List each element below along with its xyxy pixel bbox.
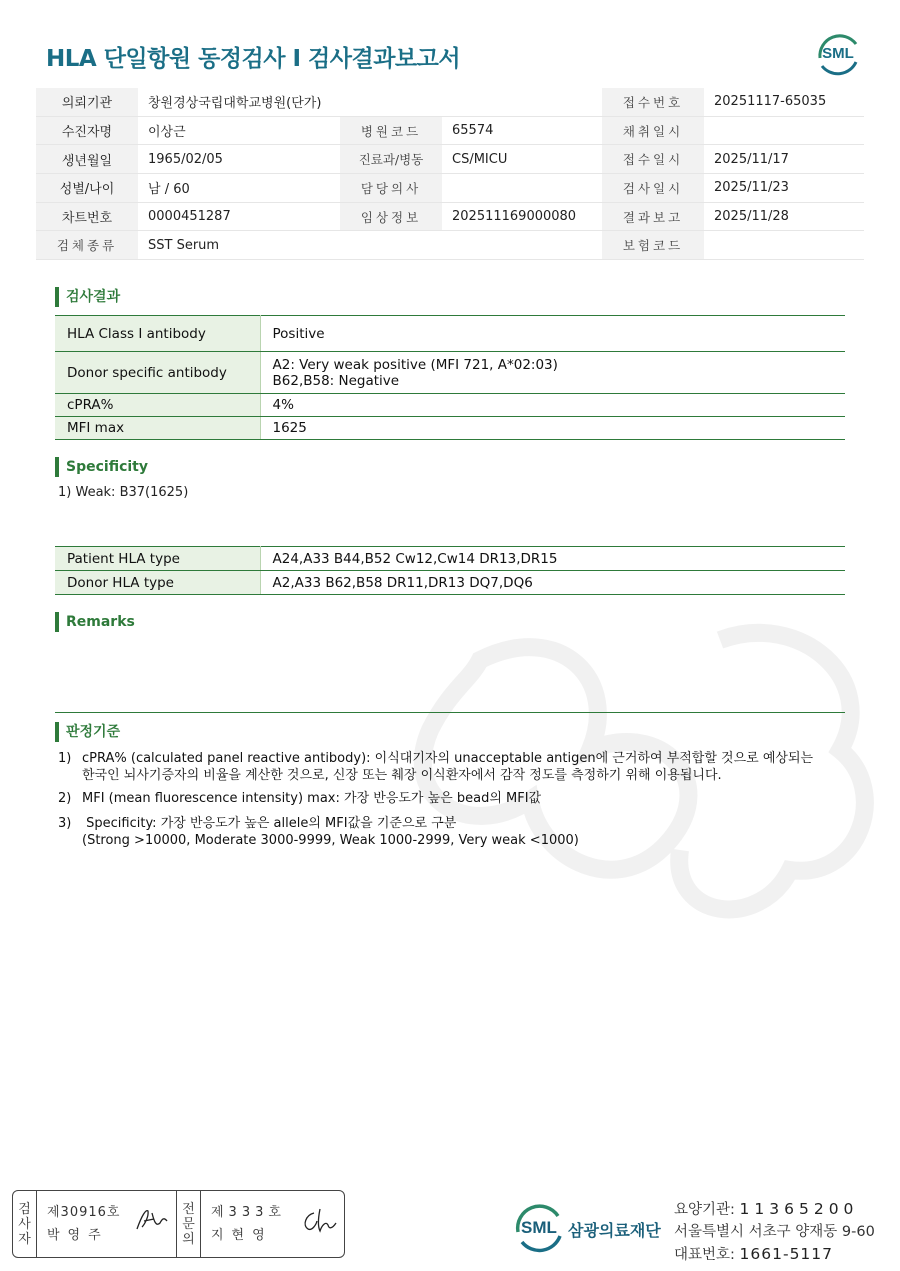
info-value: 202511169000080 (452, 209, 577, 225)
svg-text:SML: SML (822, 45, 854, 62)
info-label: 병원코드 (340, 117, 442, 145)
criteria-num: 3) (58, 816, 72, 831)
result-key: cPRA% (55, 394, 260, 417)
remarks-heading: Remarks (55, 612, 135, 632)
info-label: 성별/나이 (36, 174, 138, 202)
info-label: 임상정보 (340, 203, 442, 231)
info-value: 이상근 (148, 125, 186, 141)
info-row (36, 117, 864, 146)
dsa-line-2: B62,B58: Negative (272, 372, 400, 389)
result-value: 4% (260, 394, 845, 417)
specialist-name: 지현영 (211, 1228, 273, 1243)
info-label: 검사일시 (602, 174, 704, 202)
table-row (55, 316, 845, 352)
signature-box (12, 1190, 345, 1258)
info-label: 결과보고 (602, 203, 704, 231)
patient-info-table (36, 88, 864, 260)
dsa-line-1: A2: Very weak positive (MFI 721, A*02:03) (272, 356, 558, 373)
results-heading: 검사결과 (55, 287, 120, 307)
info-label: 의뢰기관 (36, 88, 138, 116)
org-info (674, 1198, 875, 1266)
info-row (36, 203, 864, 232)
hla-key: Patient HLA type (55, 547, 260, 571)
criteria-text: cPRA% (calculated panel reactive antibody): 이식대기자의 unacceptable antigen에 근거하여 부적합할 것으로 예상되는 (82, 751, 814, 766)
examiner-signature (134, 1207, 170, 1233)
code-value: 11365200 (739, 1200, 859, 1218)
examiner-name: 박영주 (47, 1228, 109, 1243)
specificity-line: 1) Weak: B37(1625) (58, 485, 189, 500)
phone-value: 1661-5117 (739, 1245, 834, 1263)
result-value: 1625 (260, 417, 845, 440)
criteria-text: Specificity: 가장 반응도가 높은 allele의 MFI값을 기준으로 구분 (82, 816, 457, 831)
sml-footer-logo (510, 1198, 568, 1256)
info-value: 창원경상국립대학교병원(단가) (148, 96, 322, 112)
criteria-text: MFI (mean fluorescence intensity) max: 가장 반응도가 높은 bead의 MFI값 (82, 791, 542, 806)
svg-text:SML: SML (521, 1218, 557, 1237)
criteria-heading: 판정기준 (55, 722, 120, 742)
code-label: 요양기관: (674, 1202, 740, 1218)
hla-value: A24,A33 B44,B52 Cw12,Cw14 DR13,DR15 (260, 547, 845, 571)
result-key: MFI max (55, 417, 260, 440)
hla-value: A2,A33 B62,B58 DR11,DR13 DQ7,DQ6 (260, 571, 845, 595)
criteria-item (58, 815, 579, 849)
info-value (704, 117, 864, 145)
specialist-signature (300, 1207, 338, 1235)
criteria-text-2: (Strong >10000, Moderate 3000-9999, Weak 1000-2999, Very weak <1000) (82, 833, 579, 848)
criteria-item (58, 790, 541, 807)
org-address: 서울특별시 서초구 양재동 9-60 (674, 1224, 875, 1240)
specialist-block (201, 1191, 344, 1257)
info-value: 20251117-65035 (714, 94, 827, 110)
criteria-text-2: 한국인 뇌사기증자의 비율을 계산한 것으로, 신장 또는 췌장 이식환자에서 감작 정도를 측정하기 위해 이용됩니다. (82, 768, 722, 783)
specialist-label: 전 문 의 (177, 1191, 201, 1257)
info-label: 생년월일 (36, 145, 138, 173)
criteria-item (58, 750, 813, 784)
results-table (55, 315, 845, 440)
hla-type-table (55, 546, 845, 595)
criteria-num: 2) (58, 791, 72, 806)
result-key: Donor specific antibody (55, 352, 260, 394)
report-title: HLA 단일항원 동정검사 I 검사결과보고서 (46, 46, 461, 72)
criteria-num: 1) (58, 751, 72, 766)
info-label: 수진자명 (36, 117, 138, 145)
table-row (55, 547, 845, 571)
examiner-block (37, 1191, 177, 1257)
result-key: HLA Class I antibody (55, 316, 260, 352)
info-label: 담당의사 (340, 174, 442, 202)
info-row (36, 231, 864, 260)
info-value: 1965/02/05 (148, 151, 223, 167)
info-value: 0000451287 (148, 209, 231, 225)
specialist-license: 제333호 (211, 1205, 286, 1220)
specificity-heading: Specificity (55, 457, 148, 477)
info-label: 차트번호 (36, 203, 138, 231)
info-row (36, 174, 864, 203)
examiner-label: 검 사 자 (13, 1191, 37, 1257)
table-row (55, 571, 845, 595)
table-row (55, 417, 845, 440)
info-row (36, 88, 864, 117)
info-value: 남 / 60 (148, 182, 190, 198)
table-row (55, 352, 845, 394)
info-value (442, 174, 602, 202)
examiner-license: 제30916호 (47, 1205, 121, 1220)
org-name: 삼광의료재단 (568, 1221, 661, 1240)
info-value: SST Serum (148, 237, 220, 253)
info-label: 진료과/병동 (340, 145, 442, 173)
info-value: CS/MICU (452, 151, 508, 167)
phone-label: 대표번호: (674, 1247, 740, 1263)
result-value (260, 352, 845, 394)
result-value: Positive (260, 316, 845, 352)
info-label: 보험코드 (602, 231, 704, 259)
info-label: 접수일시 (602, 145, 704, 173)
info-value: 2025/11/28 (714, 209, 789, 225)
info-label: 검체종류 (36, 231, 138, 259)
sml-logo (812, 28, 864, 76)
divider (55, 712, 845, 713)
info-label: 채취일시 (602, 117, 704, 145)
table-row (55, 394, 845, 417)
info-row (36, 145, 864, 174)
info-label: 접수번호 (602, 88, 704, 116)
info-value (704, 231, 864, 259)
info-value: 65574 (452, 123, 494, 139)
hla-key: Donor HLA type (55, 571, 260, 595)
info-value: 2025/11/23 (714, 180, 789, 196)
info-value: 2025/11/17 (714, 151, 789, 167)
